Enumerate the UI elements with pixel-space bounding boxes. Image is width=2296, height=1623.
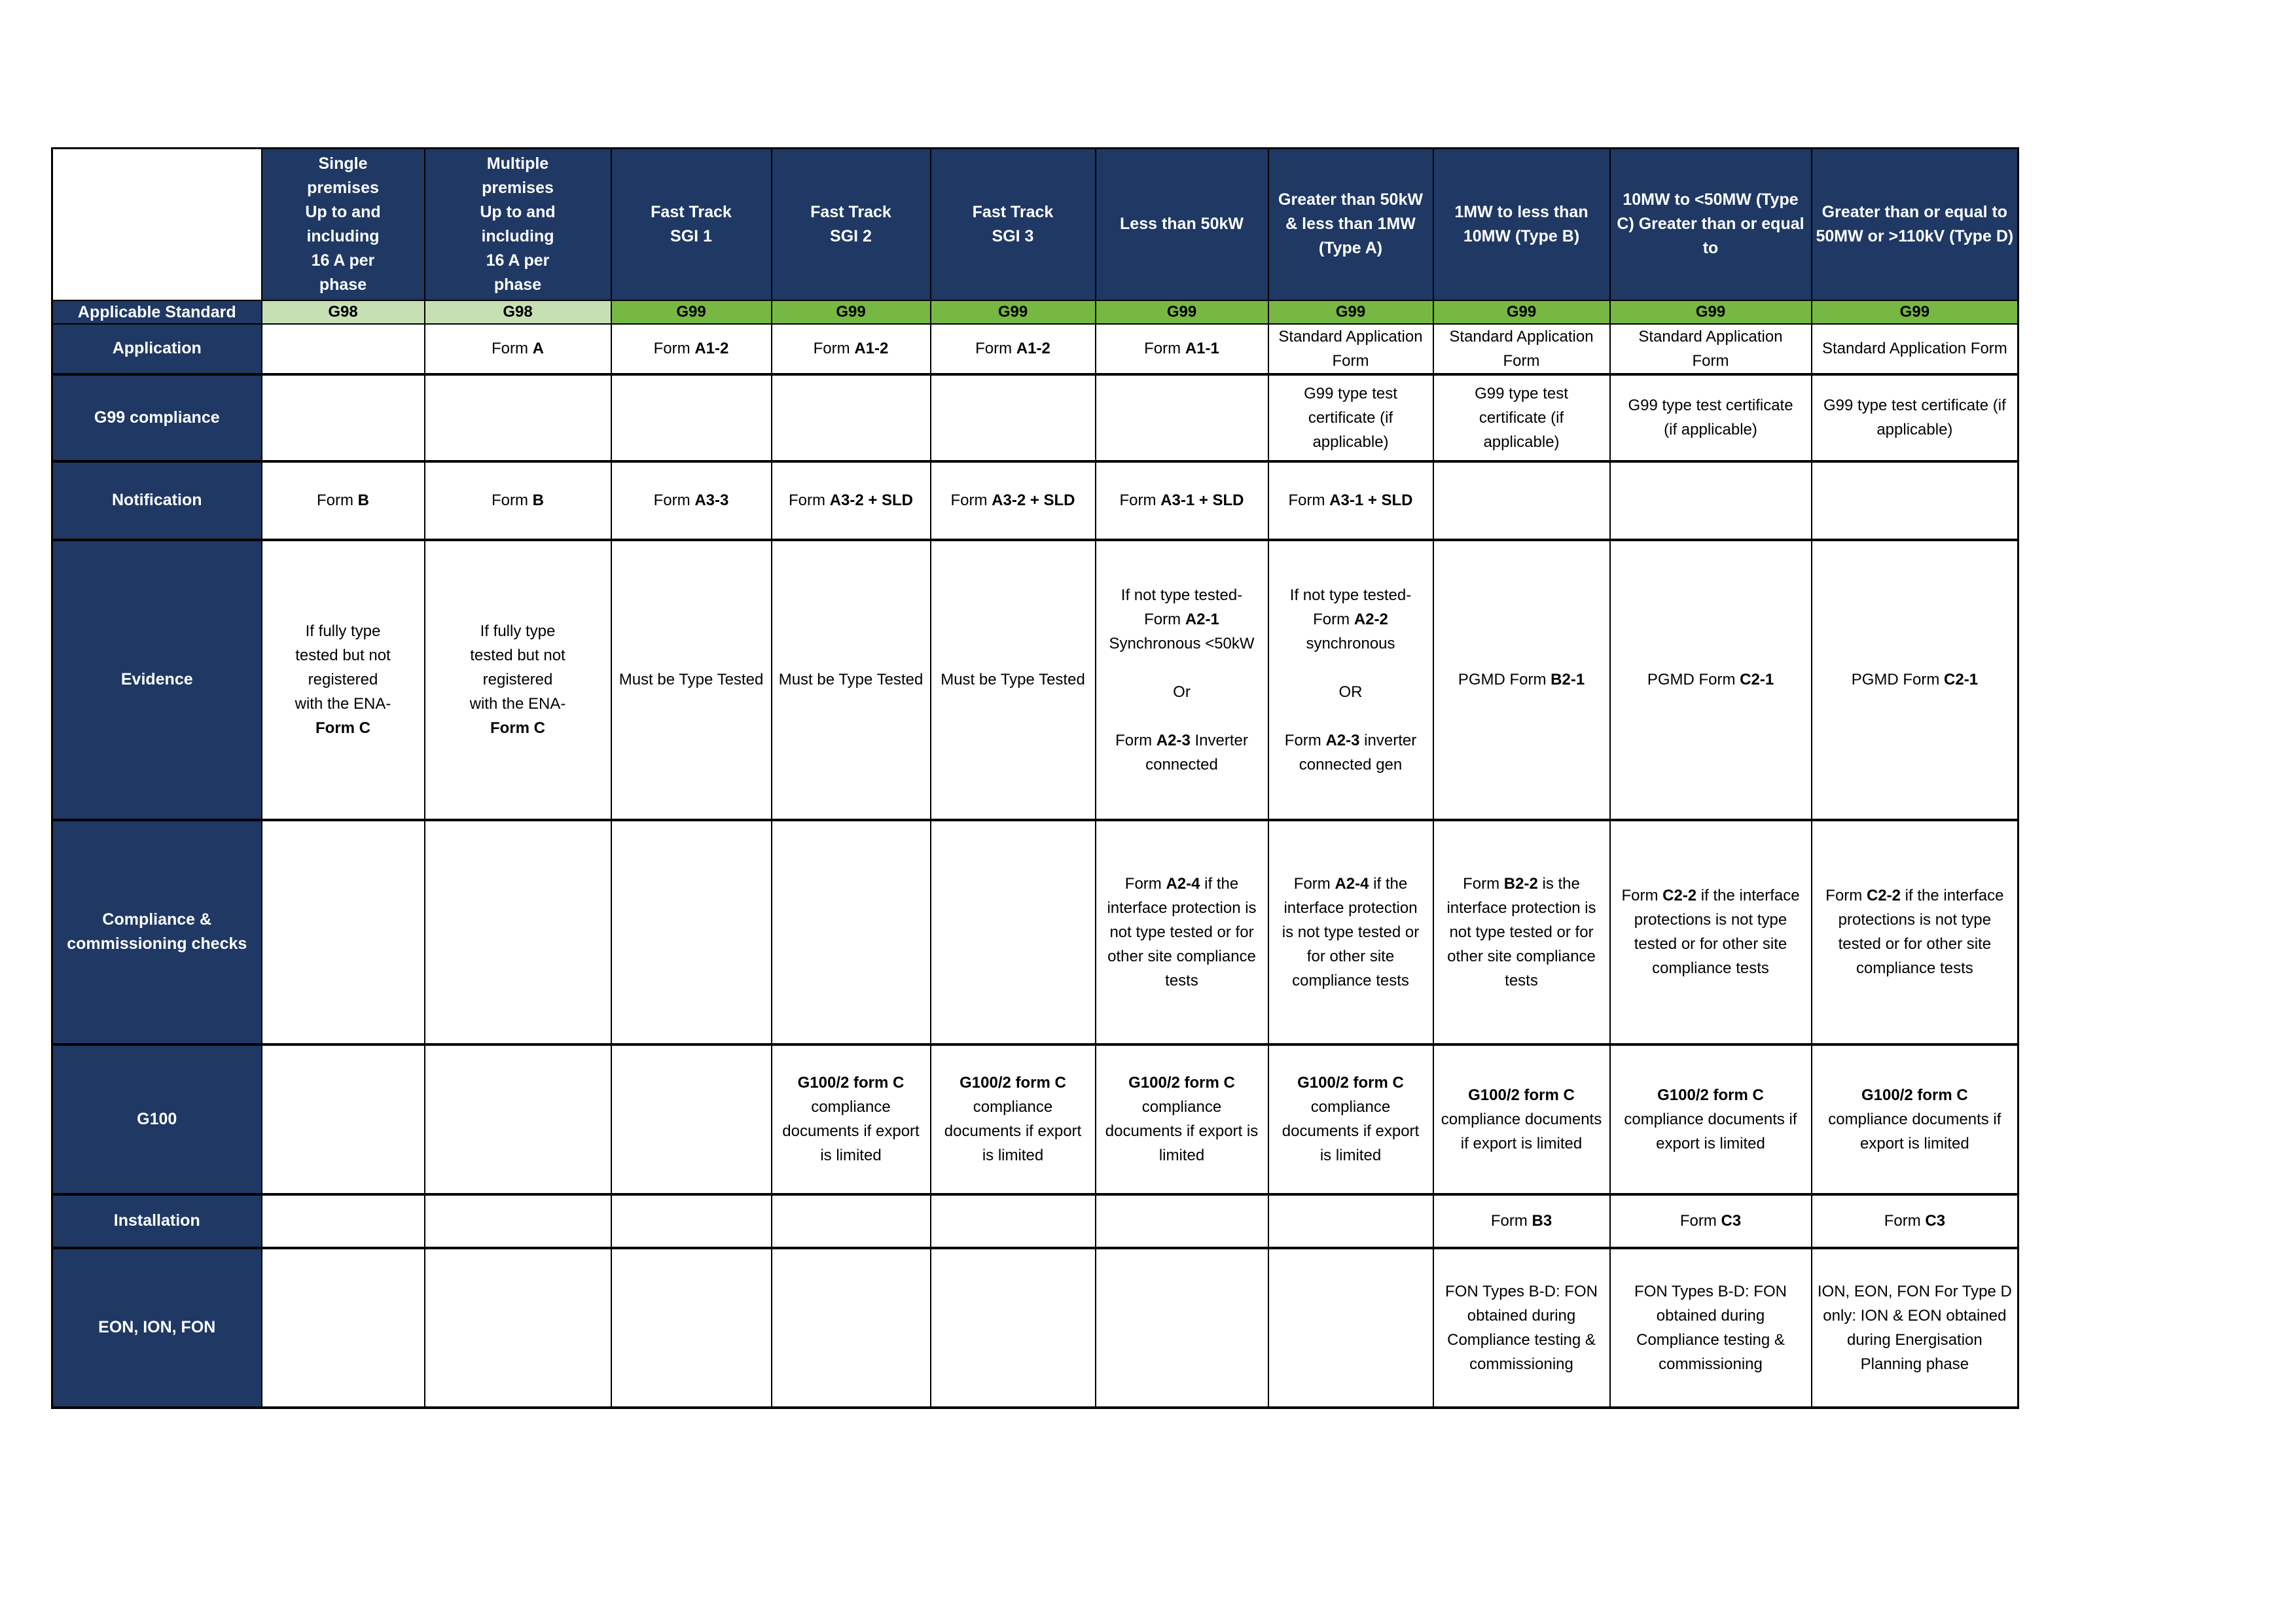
data-cell: Form A3-1 + SLD (1268, 461, 1433, 540)
data-cell: G99 type test certificate (if applicable) (1610, 374, 1812, 461)
data-cell: G100/2 form C compliance documents if export is limited (931, 1044, 1096, 1194)
data-cell: FON Types B-D: FON obtained during Compliance testing & commissioning (1433, 1248, 1610, 1408)
data-cell (772, 374, 931, 461)
data-cell (611, 1194, 772, 1248)
data-cell: Form A1-1 (1096, 324, 1268, 374)
data-cell (262, 820, 425, 1044)
data-cell (772, 820, 931, 1044)
data-cell (931, 820, 1096, 1044)
standard-cell: G99 (1610, 300, 1812, 324)
data-cell: Form A1-2 (611, 324, 772, 374)
column-header: Single premises Up to and including 16 A per phase (262, 149, 425, 300)
data-cell: ION, EON, FON For Type D only: ION & EON obtained during Energisation Planning phase (1812, 1248, 2018, 1408)
data-cell (1096, 374, 1268, 461)
data-cell (611, 374, 772, 461)
data-cell (425, 374, 611, 461)
data-cell (262, 324, 425, 374)
data-cell (931, 1194, 1096, 1248)
data-cell: FON Types B-D: FON obtained during Compliance testing & commissioning (1610, 1248, 1812, 1408)
column-header: Greater than 50kW & less than 1MW (Type A) (1268, 149, 1433, 300)
data-cell: Form A1-2 (772, 324, 931, 374)
corner-cell (52, 149, 262, 300)
data-cell: Form B (262, 461, 425, 540)
data-cell: Form C2-2 if the interface protections is not type tested or for other site compliance tests (1610, 820, 1812, 1044)
row-header: G99 compliance (52, 374, 262, 461)
row-header: Installation (52, 1194, 262, 1248)
row-header: Compliance & commissioning checks (52, 820, 262, 1044)
column-header: Fast Track SGI 2 (772, 149, 931, 300)
data-cell: Standard Application Form (1610, 324, 1812, 374)
data-cell: G99 type test certificate (if applicable) (1268, 374, 1433, 461)
standard-cell: G99 (1433, 300, 1610, 324)
data-cell (1433, 461, 1610, 540)
data-cell: Form A3-2 + SLD (931, 461, 1096, 540)
data-cell: G100/2 form C compliance documents if export is limited (1610, 1044, 1812, 1194)
data-cell: Form C3 (1610, 1194, 1812, 1248)
data-cell: Standard Application Form (1812, 324, 2018, 374)
data-cell: Form A2-4 if the interface protection is not type tested or for other site compliance tests (1096, 820, 1268, 1044)
compliance-requirements-table (51, 147, 2019, 1409)
data-cell: Must be Type Tested (772, 540, 931, 820)
data-cell (262, 1248, 425, 1408)
data-cell (425, 820, 611, 1044)
data-cell: G99 type test certificate (if applicable) (1812, 374, 2018, 461)
data-cell (1096, 1248, 1268, 1408)
standard-cell: G99 (1096, 300, 1268, 324)
data-cell (611, 1248, 772, 1408)
row-header: EON, ION, FON (52, 1248, 262, 1408)
data-cell: Form A3-3 (611, 461, 772, 540)
data-cell (931, 1248, 1096, 1408)
data-cell (772, 1194, 931, 1248)
data-cell: PGMD Form B2-1 (1433, 540, 1610, 820)
column-header: Multiple premises Up to and including 16 A per phase (425, 149, 611, 300)
row-header: Notification (52, 461, 262, 540)
standard-cell: G99 (1812, 300, 2018, 324)
data-cell: Form C3 (1812, 1194, 2018, 1248)
data-cell: Form B3 (1433, 1194, 1610, 1248)
standard-cell: G99 (931, 300, 1096, 324)
column-header: Less than 50kW (1096, 149, 1268, 300)
data-cell: Form A3-2 + SLD (772, 461, 931, 540)
data-cell (425, 1044, 611, 1194)
data-cell: G100/2 form C compliance documents if export is limited (1812, 1044, 2018, 1194)
row-header: Application (52, 324, 262, 374)
data-cell: Standard Application Form (1268, 324, 1433, 374)
data-cell: Form A2-4 if the interface protection is not type tested or for other site compliance tests (1268, 820, 1433, 1044)
data-cell: Form B (425, 461, 611, 540)
data-cell: If fully type tested but not registered with the ENA- Form C (262, 540, 425, 820)
column-header: 1MW to less than 10MW (Type B) (1433, 149, 1610, 300)
standard-cell: G99 (611, 300, 772, 324)
data-cell (1610, 461, 1812, 540)
data-cell: G100/2 form C compliance documents if export is limited (1268, 1044, 1433, 1194)
row-header: Evidence (52, 540, 262, 820)
data-cell (1096, 1194, 1268, 1248)
data-cell: Form A1-2 (931, 324, 1096, 374)
data-cell: Form C2-2 if the interface protections is not type tested or for other site compliance tests (1812, 820, 2018, 1044)
standard-cell: G98 (262, 300, 425, 324)
data-cell: G100/2 form C compliance documents if export is limited (1433, 1044, 1610, 1194)
table-body (52, 300, 2018, 1408)
table-header (52, 149, 2018, 300)
data-cell (1268, 1248, 1433, 1408)
data-cell (262, 374, 425, 461)
standard-cell: G99 (772, 300, 931, 324)
data-cell: Must be Type Tested (931, 540, 1096, 820)
column-header: Fast Track SGI 3 (931, 149, 1096, 300)
data-cell (611, 820, 772, 1044)
data-cell (772, 1248, 931, 1408)
data-cell (262, 1044, 425, 1194)
standard-cell: G99 (1268, 300, 1433, 324)
row-header: Applicable Standard (52, 300, 262, 324)
data-cell (931, 374, 1096, 461)
column-header: Greater than or equal to 50MW or >110kV (Type D) (1812, 149, 2018, 300)
data-cell: G100/2 form C compliance documents if export is limited (1096, 1044, 1268, 1194)
data-cell: Form B2-2 is the interface protection is not type tested or for other site compliance tests (1433, 820, 1610, 1044)
data-cell: Form A3-1 + SLD (1096, 461, 1268, 540)
data-cell: G100/2 form C compliance documents if export is limited (772, 1044, 931, 1194)
data-cell: Standard Application Form (1433, 324, 1610, 374)
data-cell (425, 1248, 611, 1408)
data-cell: If fully type tested but not registered with the ENA- Form C (425, 540, 611, 820)
data-cell (262, 1194, 425, 1248)
row-header: G100 (52, 1044, 262, 1194)
standard-cell: G98 (425, 300, 611, 324)
data-cell: PGMD Form C2-1 (1812, 540, 2018, 820)
data-cell: PGMD Form C2-1 (1610, 540, 1812, 820)
data-cell: G99 type test certificate (if applicable) (1433, 374, 1610, 461)
column-header: 10MW to <50MW (Type C) Greater than or equal to (1610, 149, 1812, 300)
data-cell (1268, 1194, 1433, 1248)
column-header: Fast Track SGI 1 (611, 149, 772, 300)
data-cell: Must be Type Tested (611, 540, 772, 820)
data-cell (425, 1194, 611, 1248)
data-cell: If not type tested- Form A2-1 Synchronous <50kW Or Form A2-3 Inverter connected (1096, 540, 1268, 820)
data-cell: Form A (425, 324, 611, 374)
data-cell: If not type tested- Form A2-2 synchronous OR Form A2-3 inverter connected gen (1268, 540, 1433, 820)
data-cell (1812, 461, 2018, 540)
data-cell (611, 1044, 772, 1194)
